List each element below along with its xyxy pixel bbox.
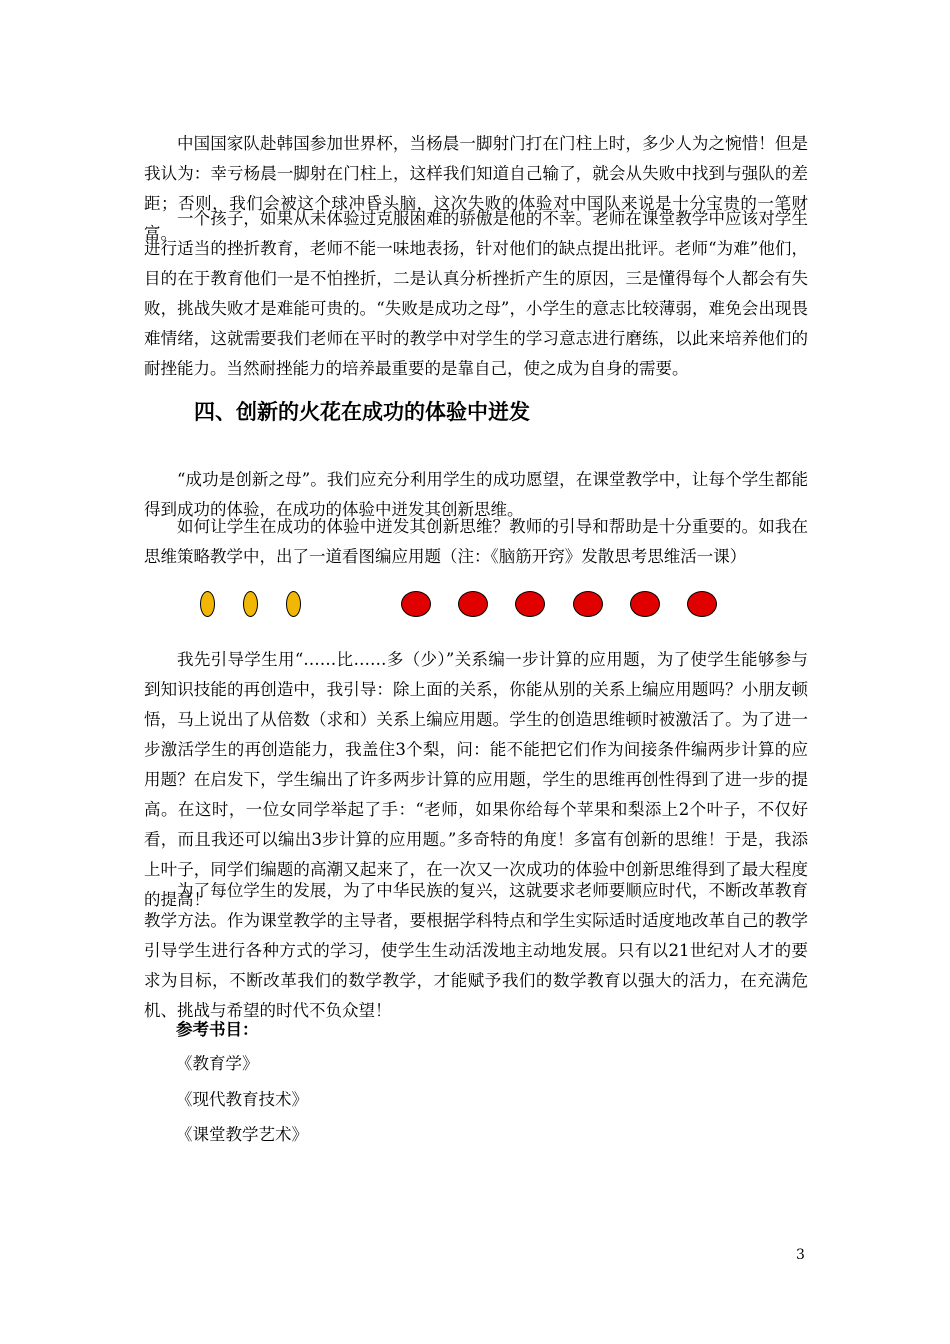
reference-item: 《课堂教学艺术》	[176, 1125, 308, 1144]
pear-shape	[286, 591, 301, 617]
fruit-figure	[190, 588, 730, 624]
reference-item: 《教育学》	[176, 1054, 259, 1073]
paragraph-conclusion: 为了每位学生的发展，为了中华民族的复兴，这就要求老师要顺应时代，不断改革教育教学方法。作为课堂教学的主导者，要根据学科特点和学生实际适时适度地改革自己的教学引导学生进行各种方式的学习，使学生生动活泼地主动地发展。只有以21世纪对人才的要求为目标，不断改革我们的数学教学，才能赋予我们的数学教育以强大的活力，在充满危机、挑战与希望的时代不负众望！	[144, 881, 808, 1020]
paragraph-world-cup: 中国国家队赴韩国参加世界杯，当杨晨一脚射门打在门柱上时，多少人为之惋惜！但是我认为：幸亏杨晨一脚射在门柱上，这样我们知道自己输了，就会从失败中找到与强队的差距；否则，我们会被这个球冲昏头脑，这次失败的体验对中国队来说是十分宝贵的一笔财富。	[144, 134, 808, 243]
paragraph-frustration-education: 一个孩子，如果从未体验过克服困难的骄傲是他的不幸。老师在课堂教学中应该对学生进行适当的挫折教育，老师不能一味地表扬，针对他们的缺点提出批评。老师“为难”他们，目的在于教育他们一是不怕挫折，二是认真分析挫折产生的原因，三是懂得每个人都会有失败，挑战失败才是难能可贵的。“失败是成功之母”，小学生的意志比较薄弱，难免会出现畏难情绪，这就需要我们老师在平时的教学中对学生的学习意志进行磨练，以此来培养他们的耐挫能力。当然耐挫能力的培养最重要的是靠自己，使之成为自身的需要。	[144, 209, 808, 378]
apple-shape	[515, 591, 545, 617]
apple-shape	[687, 591, 717, 617]
apple-shape	[401, 591, 431, 617]
pear-shape	[200, 591, 215, 617]
section-heading: 四、创新的火花在成功的体验中迸发	[194, 400, 530, 424]
page-number: 3	[796, 1247, 805, 1263]
apple-shape	[458, 591, 488, 617]
references-title: 参考书目：	[176, 1020, 259, 1039]
pear-shape	[243, 591, 258, 617]
apple-shape	[573, 591, 603, 617]
paragraph-success-mother: “成功是创新之母”。我们应充分利用学生的成功愿望，在课堂教学中，让每个学生都能得到成功的体验，在成功的体验中迸发其创新思维。	[144, 470, 808, 519]
paragraph-guidance: 如何让学生在成功的体验中迸发其创新思维？教师的引导和帮助是十分重要的。如我在思维策略教学中，出了一道看图编应用题（注：《脑筋开窍》发散思考思维活一课）	[144, 517, 808, 566]
apple-shape	[630, 591, 660, 617]
paragraph-teaching-example: 我先引导学生用“……比……多（少）”关系编一步计算的应用题，为了使学生能够参与到知识技能的再创造中，我引导：除上面的关系，你能从别的关系上编应用题吗？小朋友顿悟，马上说出了从倍数（求和）关系上编应用题。学生的创造思维顿时被激活了。为了进一步激活学生的再创造能力，我盖住3个梨，问：能不能把它们作为间接条件编两步计算的应用题？在启发下，学生编出了许多两步计算的应用题，学生的思维再创性得到了进一步的提高。在这时，一位女同学举起了手：“老师，如果你给每个苹果和梨添上2个叶子，不仅好看，而且我还可以编出3步计算的应用题。”多奇特的角度！多富有创新的思维！于是，我添上叶子，同学们编题的高潮又起来了，在一次又一次成功的体验中创新思维得到了最大程度的提高！	[144, 650, 808, 909]
reference-item: 《现代教育技术》	[176, 1090, 308, 1109]
